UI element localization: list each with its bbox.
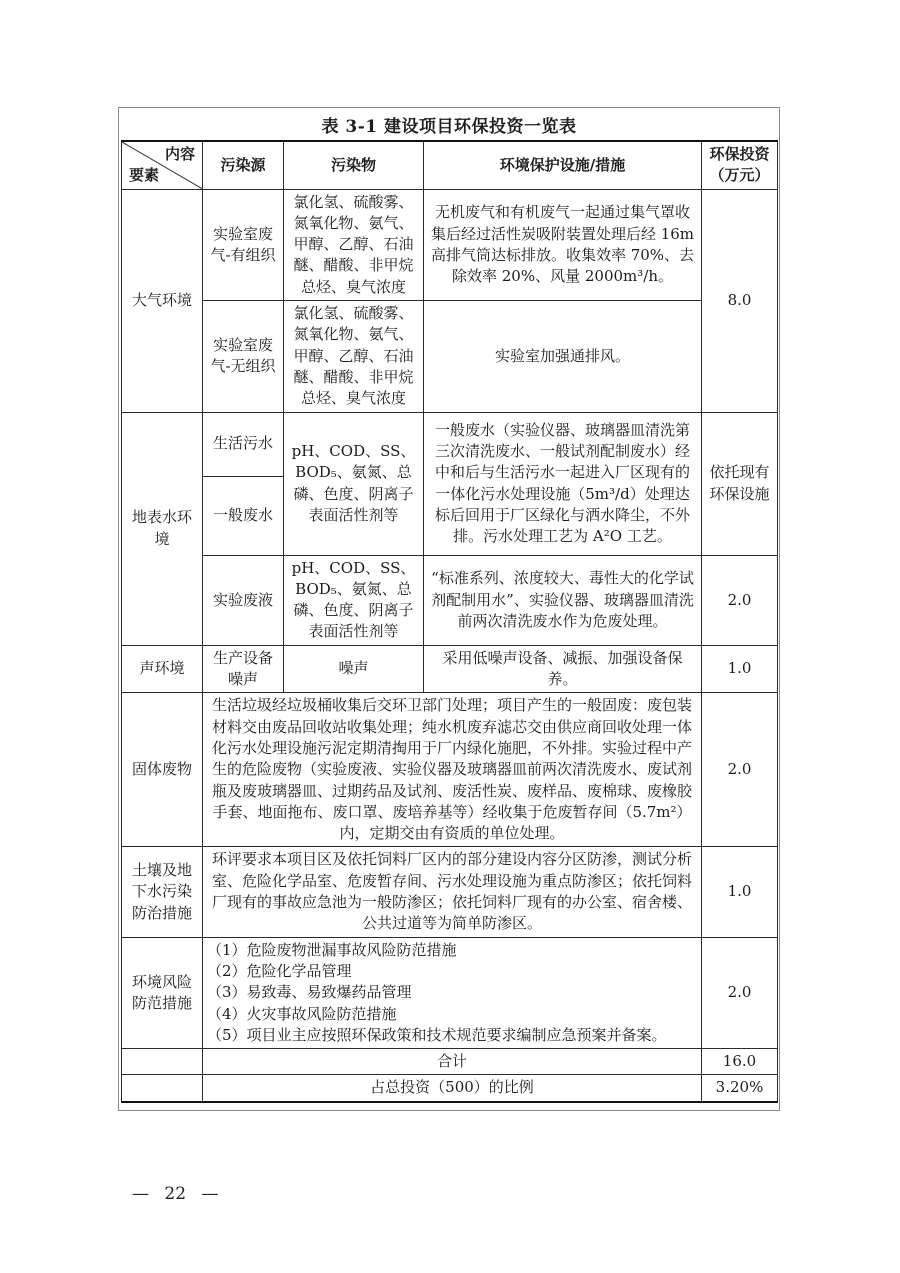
pollutant-noise: 噪声: [284, 645, 424, 693]
row-ratio: [122, 1075, 778, 1102]
row-air-organized: [122, 189, 778, 300]
header-pollution-source: 污染源: [203, 141, 284, 189]
measures-noise: 采用低噪声设备、减振、加强设备保养。: [424, 645, 702, 693]
source-lab-waste-liquid: 实验废液: [203, 555, 284, 645]
measures-soil-groundwater: 环评要求本项目区及依托饲料厂区内的部分建设内容分区防渗，测试分析室、危险化学品室、危废暂存间、污水处理设施为重点防渗区；依托饲料厂现有的事故应急池为一般防渗区；依托饲料厂现有的办公室、宿舍楼、公共过道等为简单防渗区。: [203, 847, 702, 937]
measures-air-unorganized: 实验室加强通排风。: [424, 301, 702, 412]
row-noise: [122, 645, 778, 693]
source-domestic-sewage: 生活污水: [203, 412, 284, 476]
total-row-empty-cell: [122, 1049, 203, 1075]
factor-air-environment: 大气环境: [122, 189, 203, 412]
factor-environmental-risk: 环境风险防范措施: [122, 937, 203, 1048]
row-water-domestic: [122, 412, 778, 476]
header-row: [122, 141, 778, 189]
risk-item-1: （1）危险废物泄漏事故风险防范措施: [207, 940, 457, 959]
investment-noise: 1.0: [702, 645, 778, 693]
investment-environmental-risk: 2.0: [702, 937, 778, 1048]
header-investment: [702, 141, 778, 189]
investment-water-shared: 依托现有环保设施: [702, 412, 778, 555]
row-environmental-risk: [122, 937, 778, 1048]
header-pollutant: 污染物: [284, 141, 424, 189]
investment-air: 8.0: [702, 189, 778, 412]
pollutants-air-unorganized: 氯化氢、硫酸雾、氮氧化物、氨气、甲醇、乙醇、石油醚、醋酸、非甲烷总烃、臭气浓度: [284, 301, 424, 412]
risk-item-3: （3）易致毒、易致爆药品管理: [207, 983, 412, 1002]
factor-soil-groundwater: 土壤及地下水污染防治措施: [122, 847, 203, 937]
header-corner-cell: [122, 141, 203, 189]
source-lab-gas-unorganized: 实验室废气-无组织: [203, 301, 284, 412]
row-soil-groundwater: [122, 847, 778, 937]
header-protection-measures: 环境保护设施/措施: [424, 141, 702, 189]
factor-solid-waste: 固体废物: [122, 693, 203, 847]
measures-air-organized: 无机废气和有机废气一起通过集气罩收集后经过活性炭吸附装置处理后经 16m 高排气筒达标排放。收集效率 70%、去除效率 20%、风量 2000m³/h。: [424, 189, 702, 300]
measures-solid-waste: 生活垃圾经垃圾桶收集后交环卫部门处理；项目产生的一般固废：废包装材料交由废品回收站收集处理；纯水机废弃滤芯交由供应商回收处理一体化污水处理设施污泥定期清掏用于厂内绿化施肥，不外排。实验过程中产生的危险废物（实验废液、实验仪器及玻璃器皿前两次清洗废水、废试剂瓶及废玻璃器皿、过期药品及试剂、废活性炭、废样品、废棉球、废橡胶手套、地面拖布、废口罩、废培养基等）经收集于危废暂存间（5.7m²）内，定期交由有资质的单位处理。: [203, 693, 702, 847]
source-lab-gas-organized: 实验室废气-有组织: [203, 189, 284, 300]
header-investment-line2: （万元）: [709, 166, 770, 185]
header-corner-content-label: 内容: [164, 145, 195, 163]
table-frame: [118, 107, 780, 1111]
pollutants-water-shared: pH、COD、SS、BOD₅、氨氮、总磷、色度、阴离子表面活性剂等: [284, 412, 424, 555]
measures-water-shared: 一般废水（实验仪器、玻璃器皿清洗第三次清洗废水、一般试剂配制废水）经中和后与生活污水一起进入厂区现有的一体化污水处理设施（5m³/d）处理达标后回用于厂区绿化与洒水降尘，不外排。污水处理工艺为 A²O 工艺。: [424, 412, 702, 555]
row-air-unorganized: [122, 301, 778, 412]
row-total: [122, 1049, 778, 1075]
header-investment-line1: 环保投资: [709, 145, 770, 163]
row-water-lab-liquid: [122, 555, 778, 645]
ratio-label: 占总投资（500）的比例: [203, 1075, 702, 1102]
header-corner-factor-label: 要素: [129, 166, 160, 185]
ratio-row-empty-cell: [122, 1075, 203, 1102]
measures-environmental-risk: [203, 937, 702, 1048]
measures-lab-liquid: “标准系列、浓度较大、毒性大的化学试剂配制用水”、实验仪器、玻璃器皿清洗前两次清洗废水作为危废处理。: [424, 555, 702, 645]
factor-surface-water: 地表水环境: [122, 412, 203, 645]
environmental-investment-table: [121, 140, 778, 1103]
risk-item-2: （2）危险化学品管理: [207, 961, 352, 980]
investment-lab-liquid: 2.0: [702, 555, 778, 645]
source-production-equipment-noise: 生产设备噪声: [203, 645, 284, 693]
investment-soil-groundwater: 1.0: [702, 847, 778, 937]
row-solid-waste: [122, 693, 778, 847]
table-title: 表 3-1 建设项目环保投资一览表: [321, 116, 577, 137]
pollutants-air-organized: 氯化氢、硫酸雾、氮氧化物、氨气、甲醇、乙醇、石油醚、醋酸、非甲烷总烃、臭气浓度: [284, 189, 424, 300]
total-value: 16.0: [702, 1049, 778, 1075]
source-general-wastewater: 一般废水: [203, 476, 284, 555]
pollutants-lab-liquid: pH、COD、SS、BOD₅、氨氮、总磷、色度、阴离子表面活性剂等: [284, 555, 424, 645]
investment-solid-waste: 2.0: [702, 693, 778, 847]
total-label: 合计: [203, 1049, 702, 1075]
risk-item-4: （4）火灾事故风险防范措施: [207, 1004, 397, 1023]
ratio-value: 3.20%: [702, 1075, 778, 1102]
factor-noise-environment: 声环境: [122, 645, 203, 693]
page-number: — 22 —: [132, 1184, 219, 1204]
risk-item-5: （5）项目业主应按照环保政策和技术规范要求编制应急预案并备案。: [207, 1025, 667, 1044]
